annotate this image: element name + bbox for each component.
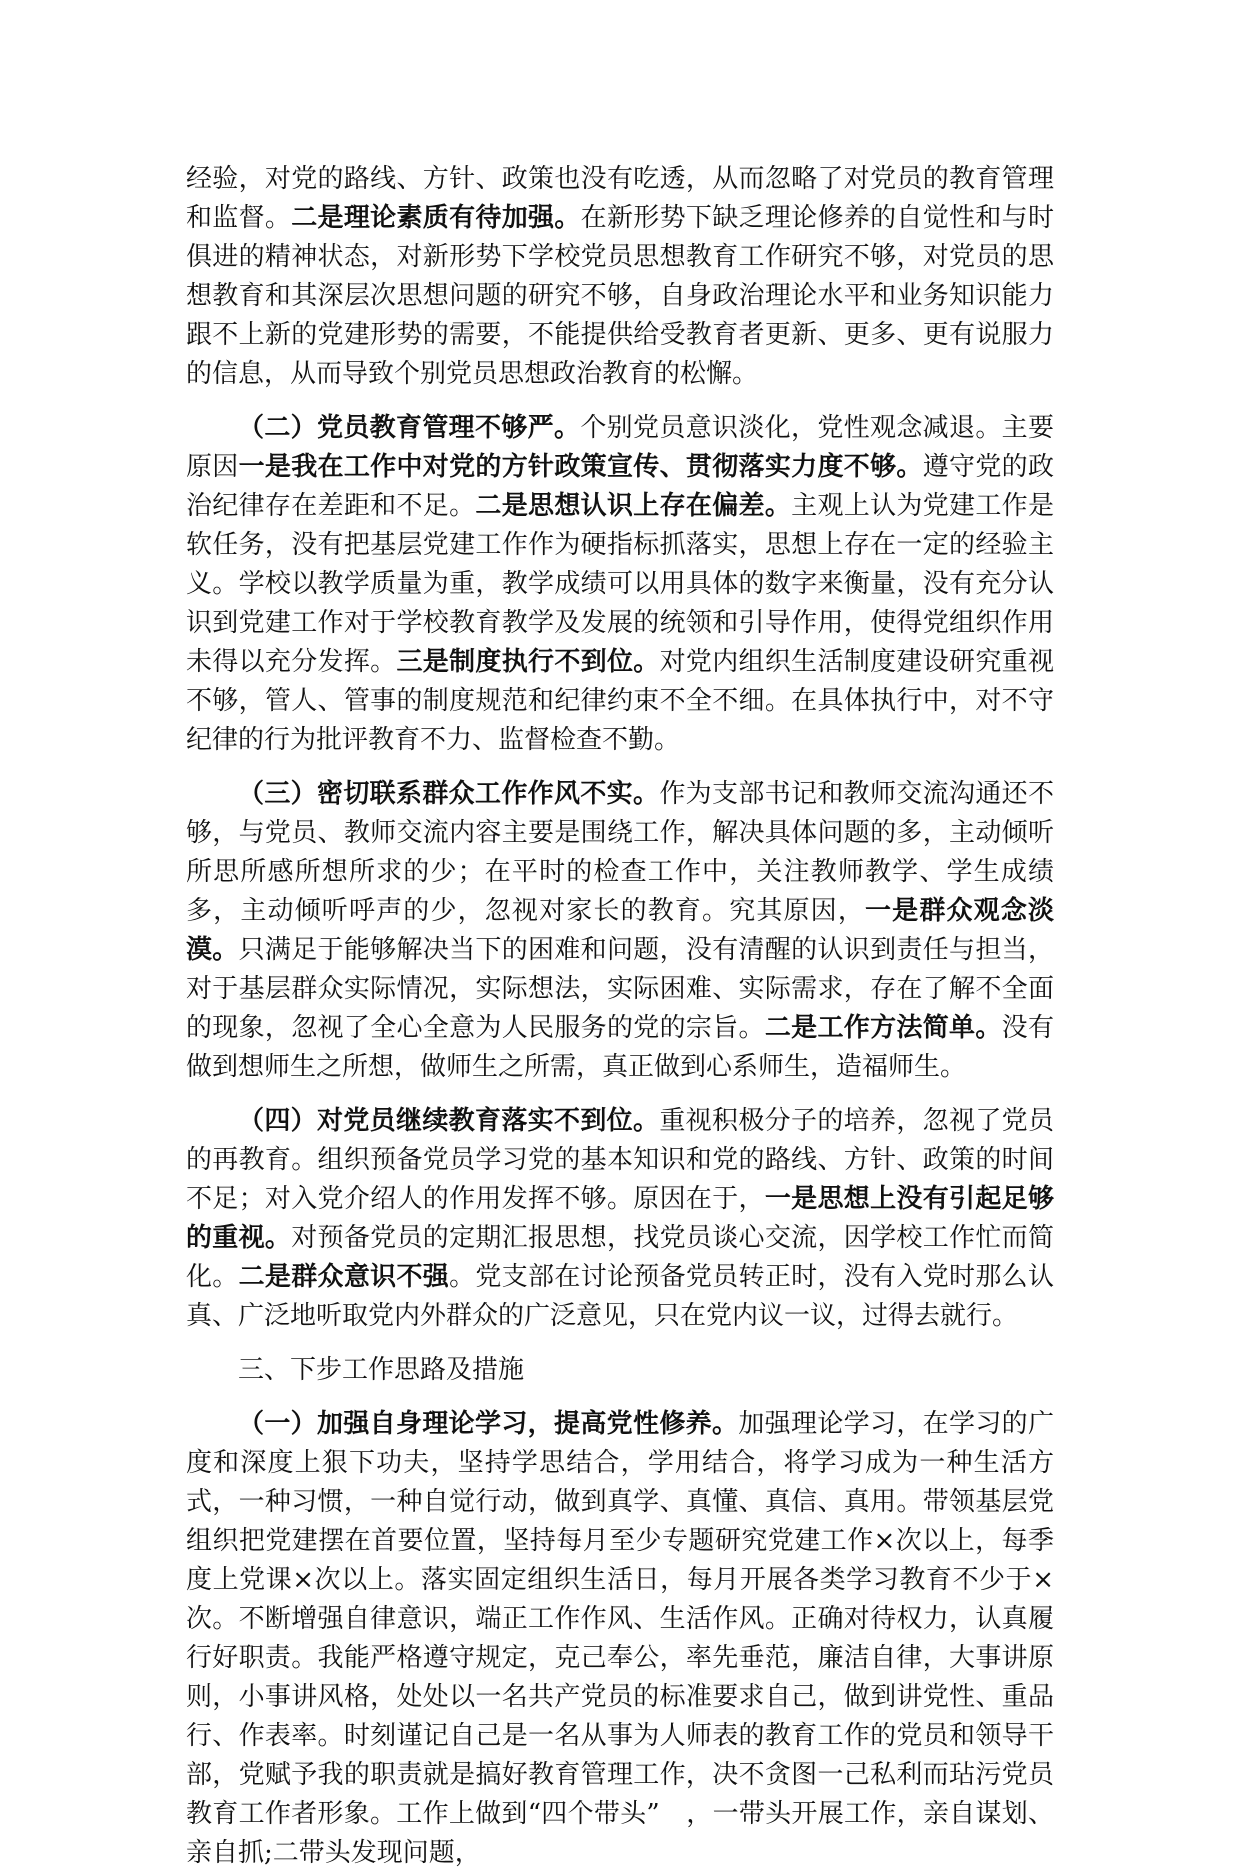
text-segment: 主观上认为党建工作是软任务，没有把基层党建工作作为硬指标抓落实，思想上存在一定的经验主义。学校以教学质量为重，教学成绩可以用具体的数字来衡量，没有充分认识到党建工作对于学校教育教学及发展的统领和引导作用，使得党组织作用未得以充分发挥。 [186, 491, 1054, 677]
document-page [186, 160, 1054, 1873]
section-heading-text: （四）对党员继续教育落实不到位。 [238, 1106, 660, 1136]
bold-point-text: 一是思想上没有引起足够的重视。 [186, 1184, 1054, 1253]
bold-point-text: 二是工作方法简单。 [764, 1013, 1002, 1043]
text-segment: 个别党员意识淡化，党性观念减退。主要原因 [186, 413, 1054, 482]
section-heading-text: （一）加强自身理论学习，提高党性修养。 [238, 1409, 739, 1439]
section-heading-text: （二）党员教育管理不够严。 [238, 413, 581, 443]
paragraph-5 [186, 1405, 1054, 1873]
text-segment: 。党支部在讨论预备党员转正时，没有入党时那么认真、广泛地听取党内外群众的广泛意见，只在党内议一议，过得去就行。 [186, 1262, 1054, 1331]
text-segment: 在新形势下缺乏理论修养的自觉性和与时俱进的精神状态，对新形势下学校党员思想教育工作研究不够，对党员的思想教育和其深层次思想问题的研究不够，自身政治理论水平和业务知识能力跟不上新的党建形势的需要，不能提供给受教育者更新、更多、更有说服力的信息，从而导致个别党员思想政治教育的松懈。 [186, 203, 1054, 389]
text-segment: 遵守党的政治纪律存在差距和不足。 [186, 452, 1054, 521]
bold-point-text: 二是思想认识上存在偏差。 [475, 491, 792, 521]
paragraph-4 [186, 1102, 1054, 1336]
section-title [186, 1351, 1054, 1390]
bold-point-text: 一是我在工作中对党的方针政策宣传、贯彻落实力度不够。 [238, 452, 923, 482]
bold-point-text: 二是群众意识不强 [238, 1262, 450, 1292]
text-segment: 只满足于能够解决当下的困难和问题，没有清醒的认识到责任与担当，对于基层群众实际情况，实际想法，实际困难、实际需求，存在了解不全面的现象，忽视了全心全意为人民服务的党的宗旨。 [186, 935, 1054, 1043]
text-segment: 对党内组织生活制度建设研究重视不够，管人、管事的制度规范和纪律约束不全不细。在具体执行中，对不守纪律的行为批评教育不力、监督检查不勤。 [186, 647, 1054, 755]
text-segment: 重视积极分子的培养，忽视了党员的再教育。组织预备党员学习党的基本知识和党的路线、方针、政策的时间不足；对入党介绍人的作用发挥不够。原因在于， [186, 1106, 1054, 1214]
section-heading-text: （三）密切联系群众工作作风不实。 [238, 779, 660, 809]
paragraph-2 [186, 409, 1054, 760]
bold-point-text: 一是群众观念淡漠。 [186, 896, 1054, 965]
paragraph-3 [186, 775, 1054, 1087]
paragraph-1 [186, 160, 1054, 394]
text-segment: 对预备党员的定期汇报思想，找党员谈心交流，因学校工作忙而简化。 [186, 1223, 1054, 1292]
text-segment: 没有做到想师生之所想，做师生之所需，真正做到心系师生，造福师生。 [186, 1013, 1054, 1082]
text-segment: 加强理论学习，在学习的广度和深度上狠下功夫，坚持学思结合，学用结合，将学习成为一种生活方式，一种习惯，一种自觉行动，做到真学、真懂、真信、真用。带领基层党组织把党建摆在首要位置，坚持每月至少专题研究党建工作×次以上，每季度上党课×次以上。落实固定组织生活日，每月开展各类学习教育不少于×次。不断增强自律意识，端正工作作风、生活作风。正确对待权力，认真履行好职责。我能严格遵守规定，克己奉公，率先垂范，廉洁自律，大事讲原则，小事讲风格，处处以一名共产党员的标准要求自己，做到讲党性、重品行、作表率。时刻谨记自己是一名从事为人师表的教育工作的党员和领导干部，党赋予我的职责就是搞好教育管理工作，决不贪图一己私利而玷污党员教育工作者形象。工作上做到“四个带头” ，一带头开展工作，亲自谋划、亲自抓;二带头发现问题， [186, 1409, 1054, 1868]
text-segment: 经验，对党的路线、方针、政策也没有吃透，从而忽略了对党员的教育管理和监督。 [186, 164, 1054, 233]
bold-point-text: 二是理论素质有待加强。 [291, 203, 581, 233]
bold-point-text: 三是制度执行不到位。 [396, 647, 660, 677]
text-segment: 作为支部书记和教师交流沟通还不够，与党员、教师交流内容主要是围绕工作，解决具体问题的多，主动倾听所思所感所想所求的少；在平时的检查工作中，关注教师教学、学生成绩多，主动倾听呼声的少，忽视对家长的教育。究其原因， [186, 779, 1054, 926]
section-title-text: 三、下步工作思路及措施 [238, 1355, 525, 1385]
